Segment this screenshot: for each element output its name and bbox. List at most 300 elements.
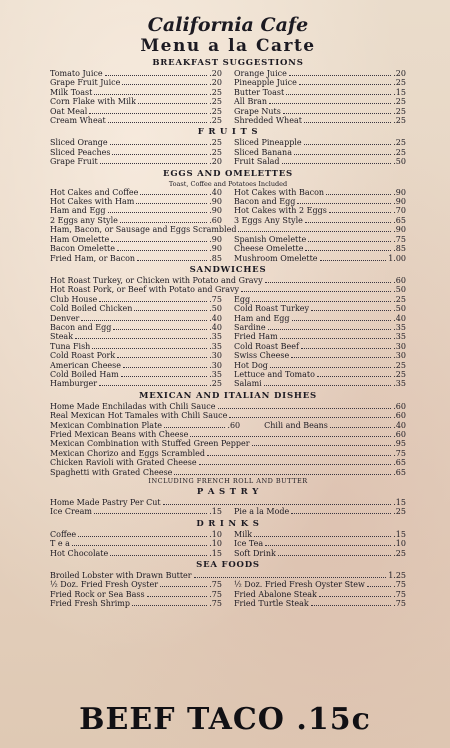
dot-leader [120,222,207,223]
drinks-left-column [50,530,222,558]
dot-leader [199,464,392,465]
menu-item-name: Milk Toast [50,87,93,97]
eggs-right-column-b [234,235,406,263]
menu-item-name: Sardine [234,322,266,332]
fruits-right-column [234,138,406,166]
dot-leader [117,250,207,251]
menu-item-price: .75 [209,589,222,599]
dot-leader [137,260,207,261]
menu-item-price: .40 [393,313,406,323]
menu-item-name: Steak [50,332,74,342]
menu-item [50,304,222,313]
menu-item [234,116,406,125]
menu-item-name: Bacon and Egg [234,197,296,207]
menu-item [234,539,406,548]
menu-item [50,411,406,420]
dot-leader [92,348,207,349]
menu-item-name: Hot Cakes with Bacon [234,187,325,197]
menu-item-name: Fried Mexican Beans with Cheese [50,430,189,439]
menu-item [234,304,406,313]
mexican-note: INCLUDING FRENCH ROLL AND BUTTER [148,477,308,486]
menu-item-price: .25 [393,507,406,517]
menu-item-name: Milk [234,529,253,539]
menu-item-price: .30 [393,351,406,361]
menu-item [50,580,222,589]
menu-item [50,225,406,234]
menu-item-name: Soft Drink [234,548,276,558]
menu-item [50,69,222,78]
menu-item-price: .35 [393,322,406,332]
menu-item-price: .75 [393,599,406,609]
menu-item-name: Bacon and Egg [50,322,112,332]
menu-item-price: .50 [393,304,406,314]
combo-plate-name: Mexican Combination Plate [50,420,163,430]
dot-leader [320,260,387,261]
breakfast-left-column [50,69,222,125]
menu-item-name: Home Made Pastry Per Cut [50,498,161,508]
breakfast-heading: BREAKFAST SUGGESTIONS [152,58,304,68]
dot-leader [229,417,391,418]
dot-leader [123,367,207,368]
dot-leader [311,310,391,311]
dot-leader [94,94,207,95]
dot-leader [286,94,391,95]
dot-leader [329,212,391,213]
menu-item [234,332,406,341]
menu-item-price: .75 [209,599,222,609]
menu-item-name: Ham and Egg [50,206,106,216]
menu-item-name: Bacon Omelette [50,244,115,254]
dot-leader [254,536,391,537]
menu-item-name: Cold Roast Pork [50,351,116,361]
dot-leader [301,348,391,349]
dot-leader [121,376,208,377]
menu-item [234,107,406,116]
dot-leader [111,241,207,242]
menu-item-name: Ice Tea [234,539,264,549]
menu-item-name: Salami [234,379,262,389]
dot-leader [164,427,225,428]
dot-leader [163,504,392,505]
menu-item [50,116,222,125]
menu-item [50,507,222,516]
dot-leader [268,329,392,330]
menu-item-name: Ham and Egg [234,313,290,323]
drinks-heading: D R I N K S [196,518,260,529]
dot-leader [174,474,391,475]
menu-item-price: .65 [393,215,406,225]
breakfast-grid [50,69,406,125]
dot-leader [280,338,392,339]
combo-plate-price: .60 [227,420,241,430]
menu-item-name: All Bran [234,97,268,107]
menu-item-price: .25 [393,548,406,558]
menu-item-name: Tuna Fish [50,341,91,351]
menu-item-price: .90 [209,206,222,216]
dot-leader [108,212,208,213]
dot-leader [241,291,391,292]
menu-item-price: .75 [393,580,406,590]
dot-leader [99,385,207,386]
menu-item [234,580,406,589]
menu-item [50,78,222,87]
chili-beans-name: Chili and Beans [264,420,328,430]
menu-item [234,342,406,351]
menu-item-price: .15 [209,507,222,517]
menu-item-price: .15 [393,498,406,508]
dot-leader [72,545,207,546]
menu-item [234,188,406,197]
dot-leader [367,586,391,587]
menu-item-price: .35 [209,341,222,351]
menu-item-price: .75 [393,448,406,458]
breakfast-right-column [234,69,406,125]
menu-item [50,439,406,448]
dot-leader [311,605,392,606]
menu-item-name: Sliced Peaches [50,147,111,157]
menu-item [234,157,406,166]
dot-leader [160,586,207,587]
dot-leader [292,320,392,321]
menu-item [50,332,222,341]
menu-item [50,276,406,285]
menu-item [50,402,406,411]
menu-item-price: .35 [209,369,222,379]
menu-item [50,370,222,379]
dot-leader [252,445,392,446]
menu-item-price: .90 [393,225,406,235]
menu-item-price: .10 [209,539,222,549]
cafe-title: California Cafe [147,14,309,36]
menu-item-name: Cold Roast Beef [234,341,299,351]
menu-item-price: .90 [393,197,406,207]
menu-item-price: .25 [209,147,222,157]
menu-item-price: 1.25 [388,571,406,581]
sandwiches-grid [50,295,406,389]
dot-leader [294,154,391,155]
dot-leader [194,577,387,578]
menu-item-price: .10 [393,539,406,549]
dot-leader [89,113,207,114]
menu-item-price: .35 [393,379,406,389]
sandwiches-right-column [234,295,406,389]
menu-item-name: Shredded Wheat [234,116,302,126]
menu-item-price: .20 [209,69,222,78]
menu-item-name: Fried Ham [234,332,278,342]
dot-leader [207,455,391,456]
mexican-wide-items-a [50,402,406,421]
fruits-left-column [50,138,222,166]
menu-item [234,216,406,225]
eggs-left-column-a [50,188,222,226]
menu-item-name: Denver [50,313,80,323]
menu-item [50,351,222,360]
dot-leader [134,310,207,311]
menu-item [50,188,222,197]
dot-leader [283,113,391,114]
menu-item-name: Hot Cakes and Coffee [50,187,139,197]
menu-item-name: Cold Boiled Ham [50,369,119,379]
dot-leader [252,301,391,302]
dot-leader [105,75,208,76]
menu-item-price: .25 [209,116,222,126]
menu-item [234,295,406,304]
menu-item [234,351,406,360]
menu-item-name: Fried Ham, or Bacon [50,253,136,263]
menu-item-name: Grape Fruit [50,157,98,167]
menu-item-price: .60 [393,411,406,421]
eggs-grid-a [50,188,406,226]
dot-leader [265,282,392,283]
menu-item [50,458,406,467]
menu-item-name: Cream Wheat [50,116,106,126]
menu-item [50,468,406,477]
menu-item-name: ½ Doz. Fried Fresh Oyster [50,580,159,590]
menu-item [50,97,222,106]
menu-item-price: .30 [209,351,222,361]
dot-leader [308,241,391,242]
menu-item-name: Oat Meal [50,106,88,116]
chili-beans-price: .40 [393,420,407,430]
pastry-heading: P A S T R Y [196,487,260,498]
menu-item-price: .75 [393,234,406,244]
menu-item [234,361,406,370]
menu-item-name: Broiled Lobster with Drawn Butter [50,571,192,581]
dot-leader [122,84,207,85]
eggs-grid-b [50,235,406,263]
dot-leader [299,84,391,85]
menu-item-name: Hot Roast Turkey, or Chicken with Potato and Gravy [50,275,263,285]
menu-item [234,254,406,263]
menu-item [50,342,222,351]
dot-leader [304,144,392,145]
sandwiches-left-column [50,295,222,389]
dot-leader [113,329,207,330]
dot-leader [297,203,391,204]
menu-item [234,549,406,558]
menu-item-price: .60 [393,430,406,439]
menu-item-name: Hamburger [50,379,98,389]
menu-item-name: Mexican Combination with Stuffed Green Pepper [50,439,250,449]
seafoods-left-column [50,580,222,608]
menu-item-name: Sliced Banana [234,147,292,157]
dot-leader [75,338,207,339]
menu-item-name: Grape Fruit Juice [50,78,121,88]
menu-item-name: Spanish Omelette [234,234,307,244]
menu-item-name: Corn Flake with Milk [50,97,136,107]
menu-item-price: .15 [393,529,406,539]
menu-item-price: .25 [393,147,406,157]
dot-leader [136,203,207,204]
menu-item-name: Fried Turtle Steak [234,599,309,609]
fruits-heading: F R U I T S [197,127,259,138]
dot-leader [138,103,207,104]
menu-item-price: .35 [393,332,406,342]
menu-item-name: Lettuce and Tomato [234,369,315,379]
dot-leader [110,144,208,145]
menu-item-name: Hot Roast Pork, or Beef with Potato and Gravy [50,285,240,295]
menu-item-price: .25 [393,360,406,370]
menu-item [50,295,222,304]
dot-leader [269,103,391,104]
dot-leader [305,250,391,251]
menu-item [234,590,406,599]
menu-item-price: .25 [393,116,406,126]
menu-item [50,449,406,458]
menu-item-price: .25 [209,379,222,389]
dot-leader [319,596,391,597]
drinks-right-column [234,530,406,558]
menu-item-price: .90 [393,187,406,197]
menu-item [234,97,406,106]
dot-leader [117,357,207,358]
menu-item-price: .70 [393,206,406,216]
pastry-right-item [234,507,406,516]
menu-item-name: Mushroom Omelette [234,253,318,263]
menu-item-name: Hot Cakes with Ham [50,197,135,207]
menu-item-name: Tomato Juice [50,69,103,78]
dot-leader [94,513,207,514]
menu-item-name: Hot Chocolate [50,548,109,558]
menu-item [50,148,222,157]
eggs-wide-item [50,225,406,234]
menu-item [50,498,406,507]
menu-item-name: Fried Fresh Shrimp [50,599,130,609]
menu-item-name: Real Mexican Hot Tamales with Chili Sauce [50,411,228,421]
menu-item-price: .25 [393,97,406,107]
dot-leader [110,555,207,556]
menu-item-price: .20 [393,69,406,78]
menu-item [50,590,222,599]
menu-item-price: .65 [393,458,406,468]
dot-leader [112,154,207,155]
menu-item [50,285,406,294]
dot-leader [108,122,208,123]
dot-leader [291,357,391,358]
menu-item-name: Fried Rock or Sea Bass [50,589,145,599]
dot-leader [330,427,391,428]
menu-item [234,323,406,332]
menu-item-name: Orange Juice [234,69,287,78]
menu-item [234,78,406,87]
fruits-grid [50,138,406,166]
menu-item-price: .75 [393,589,406,599]
menu-item-price: 1.00 [388,253,406,263]
menu-item [50,530,222,539]
menu-item [234,69,406,78]
menu-item-price: .25 [393,369,406,379]
menu-item [50,216,222,225]
menu-item-price: .25 [393,106,406,116]
eggs-heading: EGGS AND OMELETTES [163,168,293,179]
dot-leader [78,536,207,537]
menu-item [234,138,406,147]
menu-item-name: Hot Dog [234,360,268,370]
pastry-left-item [50,507,222,516]
dot-leader [270,367,391,368]
menu-item-price: .95 [393,439,406,449]
eggs-right-column-a [234,188,406,226]
menu-item-price: .90 [209,234,222,244]
dot-leader [140,194,207,195]
menu-item-price: .15 [393,87,406,97]
menu-item [50,197,222,206]
menu-item [50,361,222,370]
menu-item-price: .50 [209,304,222,314]
dot-leader [317,376,391,377]
menu-item-price: .60 [393,401,406,411]
menu-item [234,530,406,539]
menu-item [50,549,222,558]
menu-item-name: Coffee [50,529,77,539]
sandwiches-heading: SANDWICHES [189,264,267,275]
menu-item-name: Cold Boiled Chicken [50,304,133,314]
menu-item [234,235,406,244]
dot-leader [326,194,391,195]
menu-item [50,599,222,608]
eggs-subtitle: Toast, Coffee and Potatoes Included [168,179,288,188]
menu-item-name: Cheese Omelette [234,244,304,254]
dot-leader [99,301,207,302]
dot-leader [190,436,391,437]
menu-item-price: .35 [209,332,222,342]
menu-item-name: American Cheese [50,360,122,370]
dot-leader [147,596,208,597]
menu-item-price: .25 [209,97,222,107]
mexican-combo-row [50,421,406,430]
menu-item-name: Fried Abalone Steak [234,589,317,599]
menu-item-name: Ham, Bacon, or Sausage and Eggs Scrambled [50,225,237,235]
menu-item-name: Hot Cakes with 2 Eggs [234,206,327,216]
menu-item-name: Egg [234,294,251,304]
menu-item-price: .15 [209,548,222,558]
dot-leader [304,122,391,123]
dot-leader [289,75,391,76]
seafoods-heading: SEA FOODS [196,560,260,571]
menu-item-price: .25 [393,78,406,88]
menu-item-price: .50 [393,157,406,167]
menu-item-name: Mexican Chorizo and Eggs Scrambled [50,448,205,458]
mexican-heading: MEXICAN AND ITALIAN DISHES [139,390,317,401]
menu-item-price: .40 [209,322,222,332]
menu-item [50,379,222,388]
pastry-grid [50,507,406,516]
dot-leader [100,163,208,164]
menu-item-name: Pineapple Juice [234,78,297,88]
menu-item-price: .75 [209,580,222,590]
menu-item [234,314,406,323]
menu-item-name: Butter Toast [234,87,285,97]
menu-item-price: .30 [393,341,406,351]
menu-item-name: Sliced Orange [50,138,108,148]
menu-item [50,244,222,253]
menu-item [50,323,222,332]
menu-item-name: ½ Doz. Fried Fresh Oyster Stew [234,580,365,590]
menu-item [50,138,222,147]
menu-item-price: .50 [393,285,406,295]
dot-leader [218,408,392,409]
menu-item-price: .25 [209,138,222,148]
drinks-grid [50,530,406,558]
menu-item [50,314,222,323]
menu-title: Menu a la Carte [140,36,316,56]
dot-leader [278,555,391,556]
menu-item-price: .40 [209,187,222,197]
menu-item-name: Grape Nuts [234,106,281,116]
menu-item-price: .25 [393,138,406,148]
menu-item [50,539,222,548]
dot-leader [81,320,207,321]
